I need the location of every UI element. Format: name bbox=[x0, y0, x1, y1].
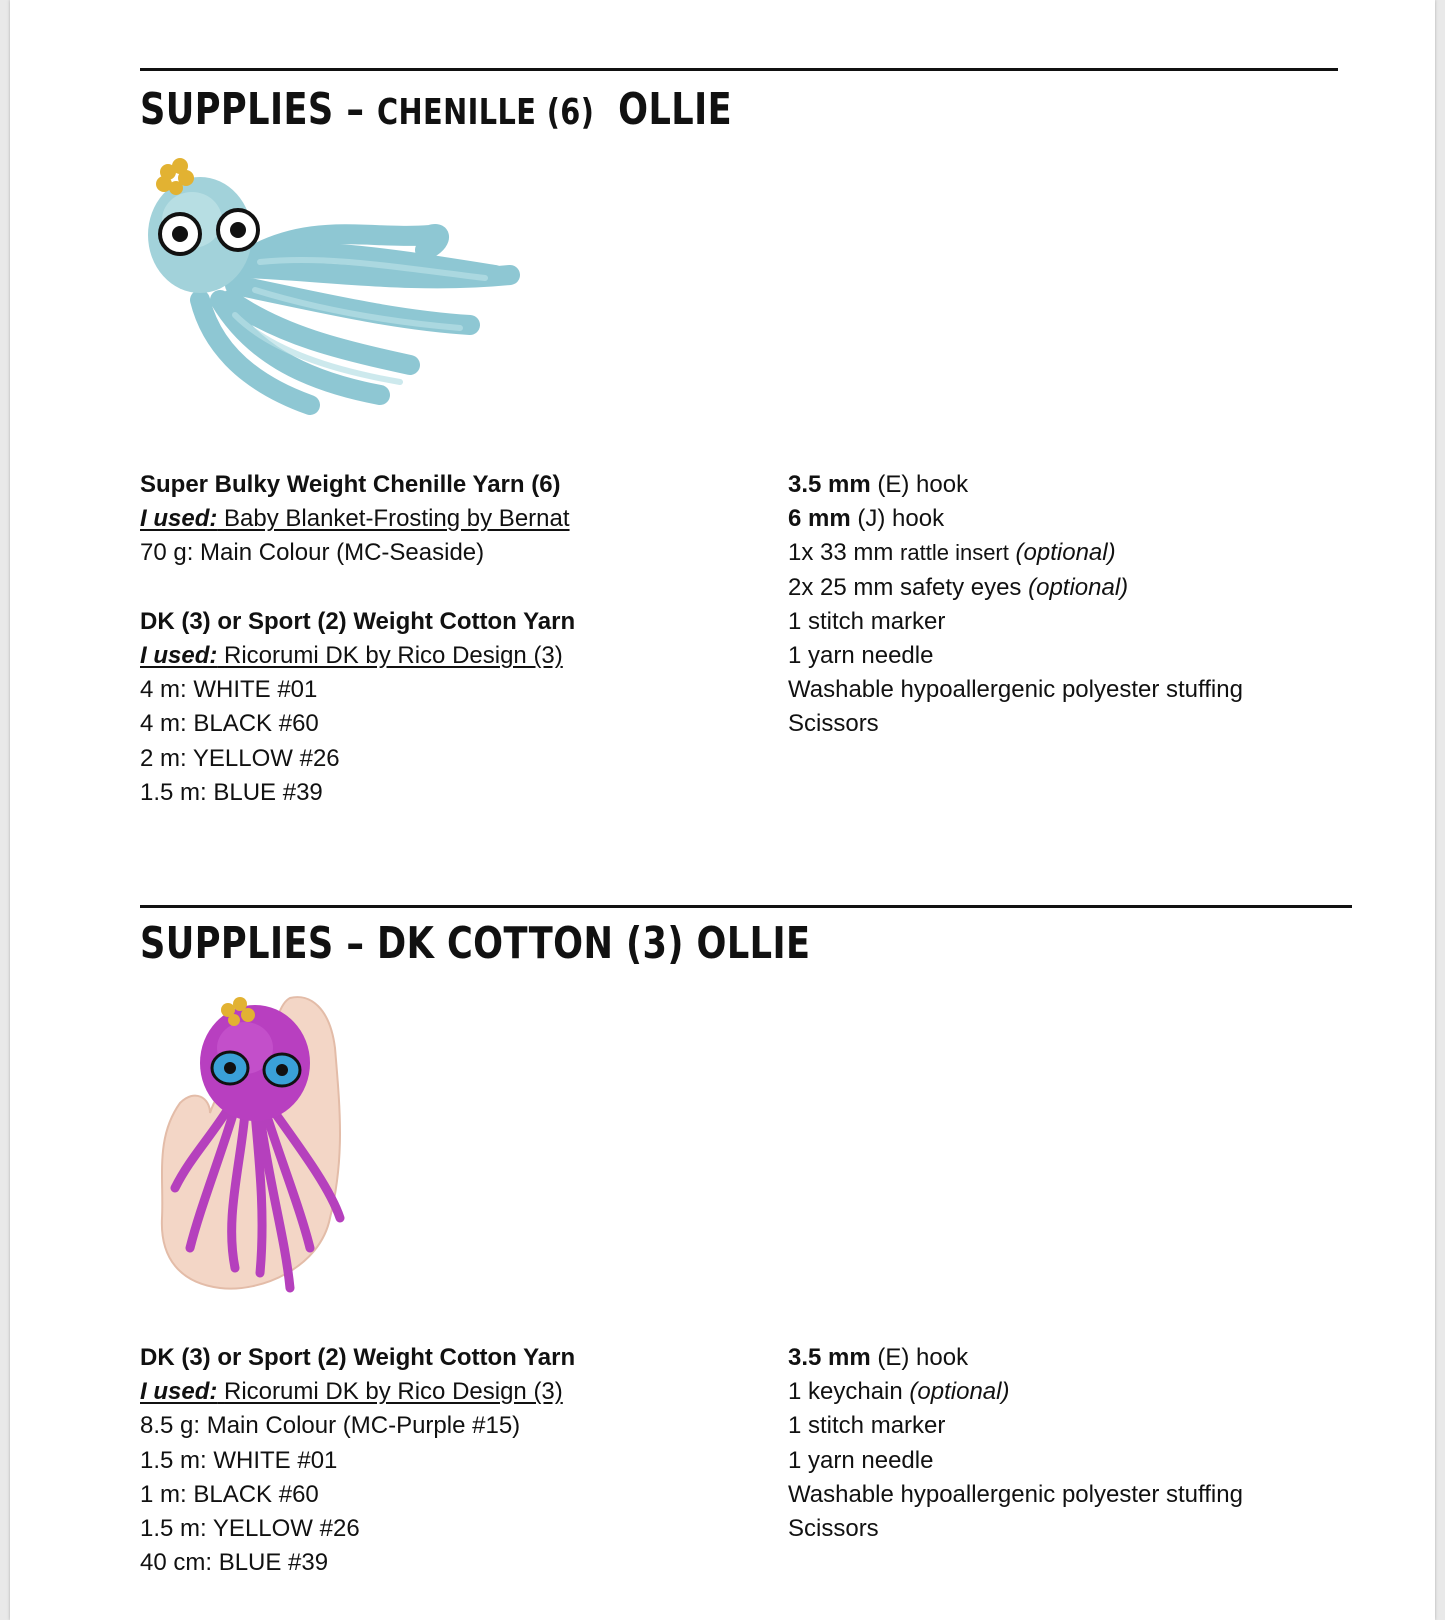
hook-text: (J) hook bbox=[857, 505, 945, 533]
section1-tools-column bbox=[788, 468, 1243, 742]
section-heading-dk-cotton bbox=[140, 918, 811, 969]
hook-size: 3.5 mm bbox=[788, 1344, 871, 1371]
amount-line: 4 m: WHITE #01 bbox=[140, 676, 318, 704]
stuffing: Washable hypoallergenic polyester stuffing bbox=[788, 676, 1243, 704]
heading-end: OLLIE bbox=[696, 918, 811, 969]
heading-sub: CHENILLE (6) bbox=[376, 92, 595, 133]
section-divider bbox=[140, 68, 1338, 71]
heading-dash: – bbox=[346, 84, 365, 135]
cotton-yarn-title: DK (3) or Sport (2) Weight Cotton Yarn bbox=[140, 1344, 576, 1371]
rattle-size: 1x 33 mm bbox=[788, 539, 894, 567]
used-value: Ricorumi DK by Rico Design (3) bbox=[224, 1378, 563, 1406]
amount-line: 1.5 m: WHITE #01 bbox=[140, 1446, 338, 1474]
amount-line: 1.5 m: BLUE #39 bbox=[140, 778, 323, 806]
section2-yarn-column bbox=[140, 1341, 575, 1580]
used-value: Ricorumi DK by Rico Design (3) bbox=[224, 641, 563, 669]
used-value: Baby Blanket-Frosting by Bernat bbox=[224, 505, 570, 533]
keychain: 1 keychain bbox=[788, 1378, 903, 1406]
amount-line: 40 cm: BLUE #39 bbox=[140, 1549, 329, 1577]
purple-octopus-photo bbox=[140, 988, 430, 1303]
heading-end: OLLIE bbox=[618, 84, 733, 135]
amount-line: 2 m: YELLOW #26 bbox=[140, 744, 340, 772]
rattle-text: rattle insert bbox=[900, 540, 1009, 566]
used-label: I used: bbox=[140, 1378, 218, 1406]
amount-line: 1.5 m: YELLOW #26 bbox=[140, 1514, 360, 1542]
hook-text: (E) hook bbox=[877, 471, 969, 498]
heading-word: SUPPLIES bbox=[140, 84, 334, 135]
stitch-marker: 1 stitch marker bbox=[788, 1412, 946, 1440]
used-label: I used: bbox=[140, 641, 218, 669]
amount-line: 8.5 g: Main Colour (MC-Purple #15) bbox=[140, 1412, 521, 1440]
heading-sub: DK COTTON (3) bbox=[376, 918, 684, 969]
amount-line: 70 g: Main Colour (MC-Seaside) bbox=[140, 539, 485, 567]
optional-note: (optional) bbox=[1028, 573, 1129, 601]
yarn-needle: 1 yarn needle bbox=[788, 1446, 934, 1474]
heading-word: SUPPLIES bbox=[140, 918, 334, 969]
cotton-yarn-title: DK (3) or Sport (2) Weight Cotton Yarn bbox=[140, 607, 576, 635]
used-label: I used: bbox=[140, 505, 218, 533]
chenille-yarn-title: Super Bulky Weight Chenille Yarn (6) bbox=[140, 471, 561, 498]
section-heading-chenille bbox=[140, 84, 733, 135]
scissors: Scissors bbox=[788, 710, 879, 738]
heading-dash: – bbox=[346, 918, 365, 969]
scissors: Scissors bbox=[788, 1514, 879, 1542]
amount-line: 1 m: BLACK #60 bbox=[140, 1480, 319, 1508]
section-divider bbox=[140, 905, 1352, 908]
section1-yarn-column bbox=[140, 468, 575, 810]
hook-text: (E) hook bbox=[877, 1344, 969, 1371]
chenille-octopus-photo bbox=[140, 150, 530, 425]
optional-note: (optional) bbox=[1015, 539, 1116, 567]
optional-note: (optional) bbox=[909, 1378, 1010, 1406]
stuffing: Washable hypoallergenic polyester stuffing bbox=[788, 1480, 1243, 1508]
section2-tools-column bbox=[788, 1341, 1243, 1546]
yarn-needle: 1 yarn needle bbox=[788, 641, 934, 669]
hook-size: 3.5 mm bbox=[788, 471, 871, 498]
document-page bbox=[10, 0, 1435, 1620]
stitch-marker: 1 stitch marker bbox=[788, 607, 946, 635]
amount-line: 4 m: BLACK #60 bbox=[140, 710, 319, 738]
safety-eyes: 2x 25 mm safety eyes bbox=[788, 573, 1022, 601]
hook-size: 6 mm bbox=[788, 505, 851, 533]
